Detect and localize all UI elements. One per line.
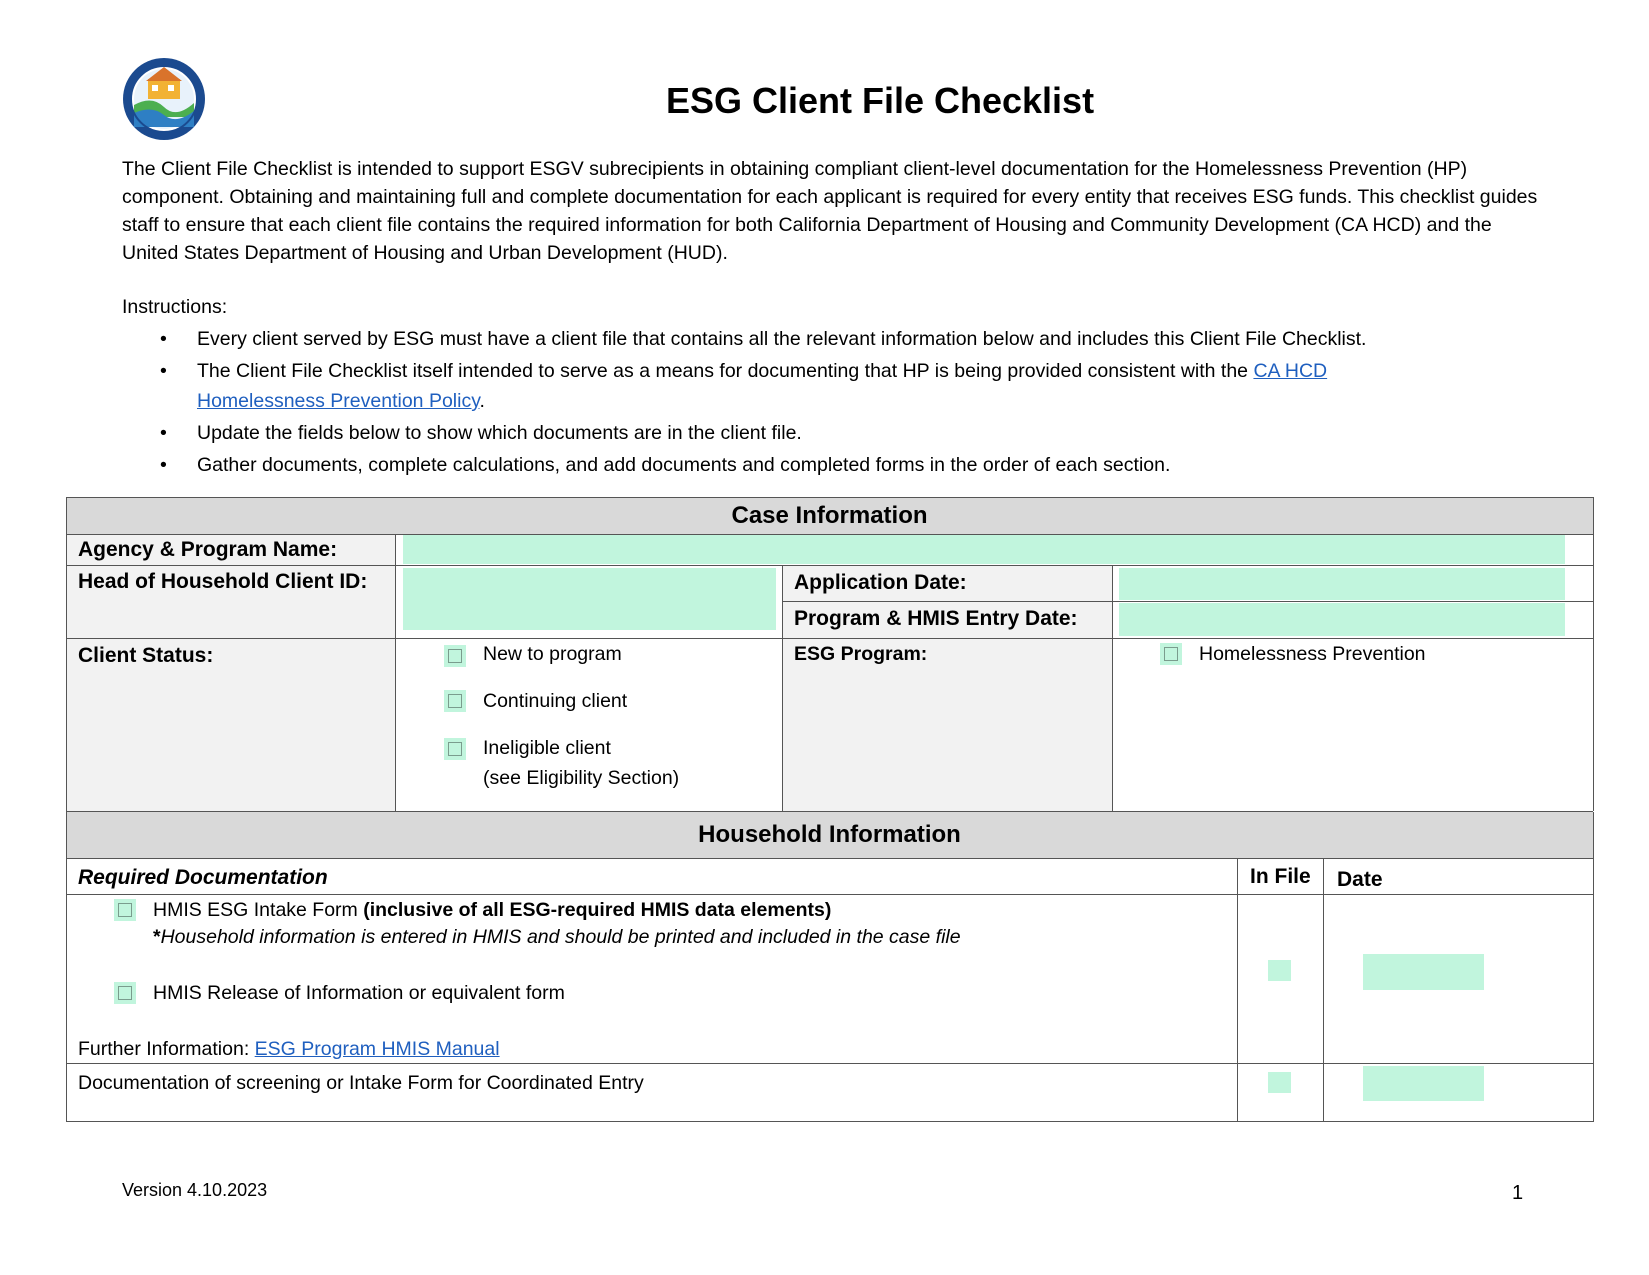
bullet-marker: • <box>160 360 167 382</box>
in-file-field[interactable] <box>1268 1072 1291 1093</box>
instruction-4: Gather documents, complete calculations, and add documents and completed forms in the order of each section. <box>197 454 1171 476</box>
coordinated-entry-label: Documentation of screening or Intake Form for Coordinated Entry <box>78 1072 644 1094</box>
table-border <box>1237 858 1238 1122</box>
table-border <box>782 601 1593 602</box>
homelessness-prevention-label: Homelessness Prevention <box>1199 643 1426 665</box>
hmis-intake-form-text: HMIS ESG Intake Form <box>153 899 364 921</box>
hmis-intake-form-note-bold: (inclusive of all ESG-required HMIS data elements) <box>363 899 832 921</box>
table-border <box>395 534 396 811</box>
entry-date-field[interactable] <box>1119 603 1565 636</box>
application-date-label: Application Date: <box>794 571 967 594</box>
instruction-3: Update the fields below to show which documents are in the client file. <box>197 422 802 444</box>
instruction-1: Every client served by ESG must have a client file that contains all the relevant information below and includes this Client File Checklist. <box>197 328 1367 350</box>
table-border <box>1112 565 1113 811</box>
version-footer: Version 4.10.2023 <box>122 1180 268 1200</box>
asterisk: * <box>153 926 161 948</box>
agency-program-field[interactable] <box>403 535 1565 564</box>
ineligible-client-checkbox[interactable] <box>444 738 466 760</box>
table-border <box>66 894 1593 895</box>
ineligible-client-label: Ineligible client <box>483 737 611 759</box>
continuing-client-label: Continuing client <box>483 690 628 712</box>
further-information <box>78 1038 500 1061</box>
required-documentation-header: Required Documentation <box>78 866 328 889</box>
hmis-manual-link[interactable]: ESG Program HMIS Manual <box>254 1038 500 1060</box>
date-field[interactable] <box>1363 954 1484 990</box>
table-border <box>66 1121 1593 1122</box>
homelessness-prevention-checkbox[interactable] <box>1160 643 1182 665</box>
household-info-note-text: Household information is entered in HMIS and should be printed and included in the case file <box>160 926 961 948</box>
table-border <box>1323 858 1324 1122</box>
table-border <box>66 638 1593 639</box>
hoh-client-id-field[interactable] <box>403 568 776 630</box>
further-information-label: Further Information: <box>78 1038 255 1060</box>
household-information-header: Household Information <box>66 812 1593 858</box>
entry-date-label: Program & HMIS Entry Date: <box>794 607 1078 630</box>
instruction-2-period: . <box>479 390 485 412</box>
instruction-2-text: The Client File Checklist itself intended to serve as a means for documenting that HP is being provided consistent with the <box>197 360 1254 382</box>
table-border <box>66 497 67 811</box>
new-to-program-checkbox[interactable] <box>444 645 466 667</box>
table-border <box>66 858 1593 859</box>
in-file-header: In File <box>1250 865 1311 888</box>
client-status-label: Client Status: <box>78 644 214 667</box>
case-information-header: Case Information <box>66 497 1593 534</box>
household-info-note <box>153 926 961 949</box>
hmis-release-checkbox[interactable] <box>114 982 136 1004</box>
bullet-marker: • <box>160 328 167 350</box>
page-number: 1 <box>1512 1182 1524 1204</box>
label-column-bg <box>782 566 1112 811</box>
hmis-intake-form-label <box>153 899 831 922</box>
date-header: Date <box>1337 868 1383 891</box>
in-file-field[interactable] <box>1268 960 1291 981</box>
continuing-client-checkbox[interactable] <box>444 690 466 712</box>
ca-hcd-link[interactable]: CA HCD <box>1253 360 1328 382</box>
hp-policy-link[interactable]: Homelessness Prevention Policy <box>197 390 480 412</box>
table-border <box>782 565 783 811</box>
hoh-client-id-label: Head of Household Client ID: <box>78 570 368 593</box>
table-border <box>1593 497 1594 811</box>
table-border <box>66 534 1593 535</box>
table-border <box>66 497 1593 498</box>
agency-program-label: Agency & Program Name: <box>78 538 338 561</box>
bullet-marker: • <box>160 454 167 476</box>
hmis-release-label: HMIS Release of Information or equivalent form <box>153 982 565 1004</box>
table-border <box>66 565 1593 566</box>
table-border <box>66 1063 1593 1064</box>
instruction-2 <box>197 356 1427 416</box>
bullet-marker: • <box>160 422 167 444</box>
date-field[interactable] <box>1363 1066 1484 1101</box>
table-border <box>1593 812 1594 1122</box>
application-date-field[interactable] <box>1119 568 1565 600</box>
ineligible-client-note: (see Eligibility Section) <box>483 767 680 789</box>
esg-program-label: ESG Program: <box>794 643 928 665</box>
table-border <box>66 812 67 1122</box>
intro-paragraph: The Client File Checklist is intended to support ESGV subrecipients in obtaining compliant client-level documentation for the Homelessness Prevention (HP) component. Obtaining and maintaining full and complete documentation for each applicant is required for every entity that receives ESG funds. This checklist guides staff to ensure that each client file contains the required information for both California Department of Housing and Community Development (CA HCD) and the United States Department of Housing and Urban Development (HUD). <box>122 158 1538 264</box>
instructions-label: Instructions: <box>122 296 228 318</box>
page-title: ESG Client File Checklist <box>665 80 1095 121</box>
new-to-program-label: New to program <box>483 643 622 665</box>
hmis-intake-form-checkbox[interactable] <box>114 899 136 921</box>
